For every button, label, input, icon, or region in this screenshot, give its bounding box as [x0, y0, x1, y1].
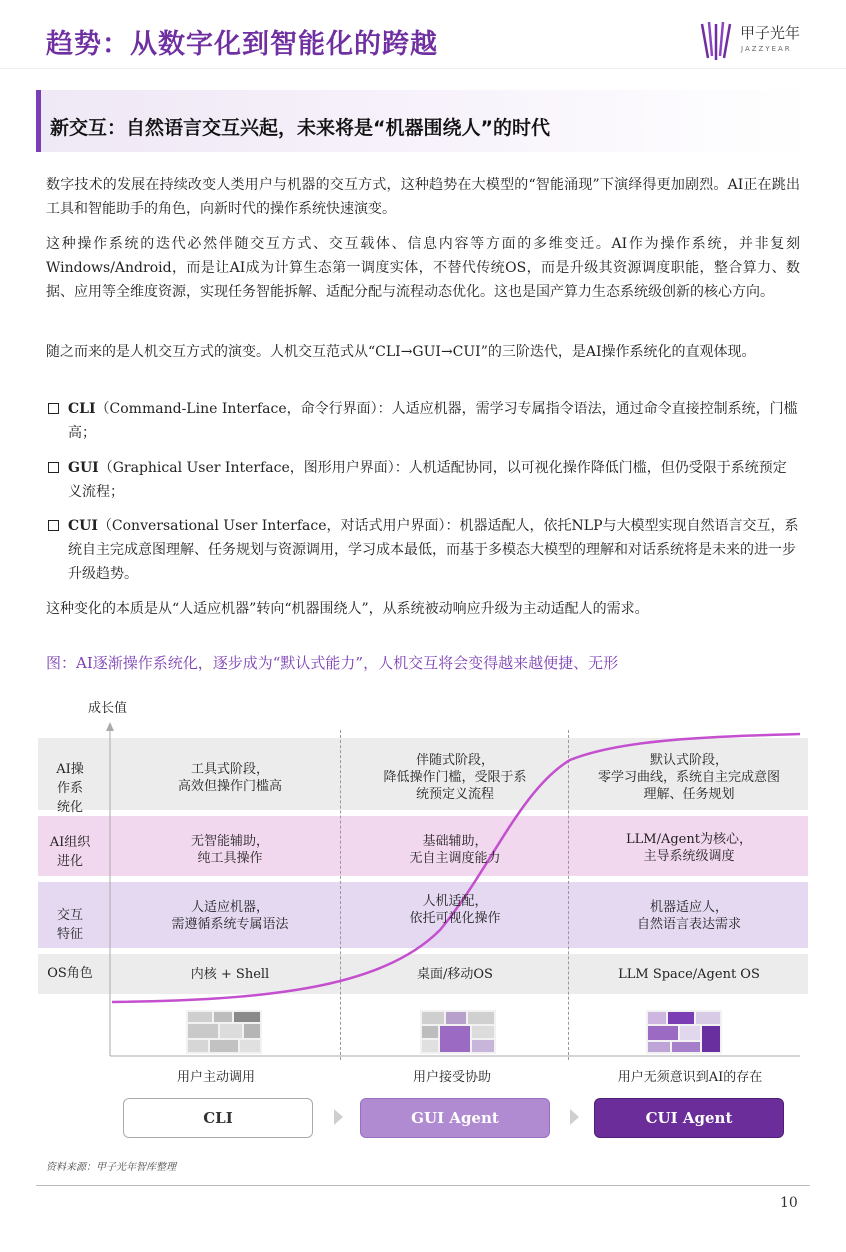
cell-os-cui: LLM Space/Agent OS [618, 967, 760, 982]
stage-gui-agent-button: GUI Agent [360, 1098, 550, 1138]
cell-ai-os-gui: 伴随式阶段， 降低操作门槛，受限于系 统预定义流程 [383, 753, 527, 802]
bullet-term: CUI [68, 518, 98, 534]
section-title: 新交互：自然语言交互兴起，未来将是“机器围绕人”的时代 [50, 117, 550, 139]
logo-text-cn: 甲子光年 [740, 24, 801, 42]
bullet-text: （Command-Line Interface，命令行界面）：人适应机器，需学习专属指令语法，通过命令直接控制系统，门槛高； [68, 401, 798, 441]
cell-ai-org-gui: 基础辅助， 无自主调度能力 [409, 834, 501, 866]
cell-os-cli: 内核 + Shell [190, 967, 270, 982]
row-label-interaction: 交互 特征 [56, 908, 83, 942]
stage-cli-button: CLI [123, 1098, 313, 1138]
row-label-ai-org: AI组织 进化 [49, 835, 91, 869]
figure-caption: 图：AI逐渐操作系统化，逐步成为“默认式能力”，人机交互将会变得越来越便捷、无形 [46, 654, 619, 672]
window-grid-icon [420, 1010, 496, 1054]
row-label-os-role: OS角色 [47, 966, 93, 981]
cell-ai-org-cli: 无智能辅助， 纯工具操作 [190, 834, 269, 866]
cell-ai-os-cli: 工具式阶段， 高效但操作门槛高 [177, 762, 282, 794]
paragraph-2: 这种操作系统的迭代必然伴随交互方式、交互载体、信息内容等方面的多维变迁。AI作为操作系统，并非复刻Windows/Android，而是让AI成为计算生态第一调度实体，不替代传统OS，而是升级其资源调度职能，整合算力、数据、应用等全维度资源，实现任务智能拆解、适配分配与流程动态优化。这也是国产算力生态系统级创新的核心方向。 [46, 236, 800, 300]
bottom-label-cli: 用户主动调用 [176, 1070, 255, 1085]
cell-interaction-cli: 人适应机器， 需遵循系统专属语法 [171, 900, 289, 932]
cell-ai-org-cui: LLM/Agent为核心， 主导系统级调度 [626, 832, 752, 864]
y-axis-label: 成长值 [88, 701, 128, 716]
bullet-term: CLI [68, 401, 96, 417]
conclusion-paragraph: 这种变化的本质是从“人适应机器”转向“机器围绕人”，从系统被动响应升级为主动适配人的需求。 [46, 601, 649, 617]
window-grid-icon [186, 1010, 262, 1054]
bottom-label-gui: 用户接受协助 [412, 1070, 491, 1085]
paragraph-3: 随之而来的是人机交互方式的演变。人机交互范式从“CLI→GUI→CUI”的三阶迭代，是AI操作系统化的直观体现。 [46, 344, 756, 360]
page-title: 趋势：从数字化到智能化的跨越 [46, 29, 438, 60]
row-label-ai-os: AI操 作系 统化 [56, 762, 84, 815]
cell-ai-os-cui: 默认式阶段， 零学习曲线，系统自主完成意图 理解、任务规划 [597, 753, 780, 802]
arrow-right-icon [570, 1109, 579, 1125]
logo-text-en: JAZZYEAR [741, 45, 792, 53]
arrow-right-icon [334, 1109, 343, 1125]
stage-cui-agent-button: CUI Agent [594, 1098, 784, 1138]
bullet-text: （Conversational User Interface，对话式用户界面）：机器适配人，依托NLP与大模型实现自然语言交互，系统自主完成意图理解、任务规划与资源调用，学习成本最低，而基于多模态大模型的理解和对话系统将是未来的进一步升级趋势。 [68, 518, 799, 582]
cell-interaction-gui: 人机适配， 依托可视化操作 [409, 894, 501, 926]
source-note: 资料来源：甲子光年智库整理 [46, 1162, 176, 1173]
window-grid-icon [646, 1010, 722, 1054]
bottom-label-cui: 用户无须意识到AI的存在 [617, 1070, 763, 1085]
y-axis-arrow-icon [106, 722, 114, 731]
cell-os-gui: 桌面/移动OS [417, 967, 493, 982]
page-number: 10 [780, 1195, 798, 1211]
cell-interaction-cui: 机器适应人， 自然语言表达需求 [636, 900, 741, 932]
bullet-text: （Graphical User Interface，图形用户界面）：人机适配协同，以可视化操作降低门槛，但仍受限于系统预定义流程； [68, 460, 787, 500]
bullet-term: GUI [68, 460, 99, 476]
footer-divider [36, 1185, 810, 1186]
paragraph-1: 数字技术的发展在持续改变人类用户与机器的交互方式，这种趋势在大模型的“智能涌现”下演绎得更加剧烈。AI正在跳出工具和智能助手的角色，向新时代的操作系统快速演变。 [46, 177, 800, 217]
